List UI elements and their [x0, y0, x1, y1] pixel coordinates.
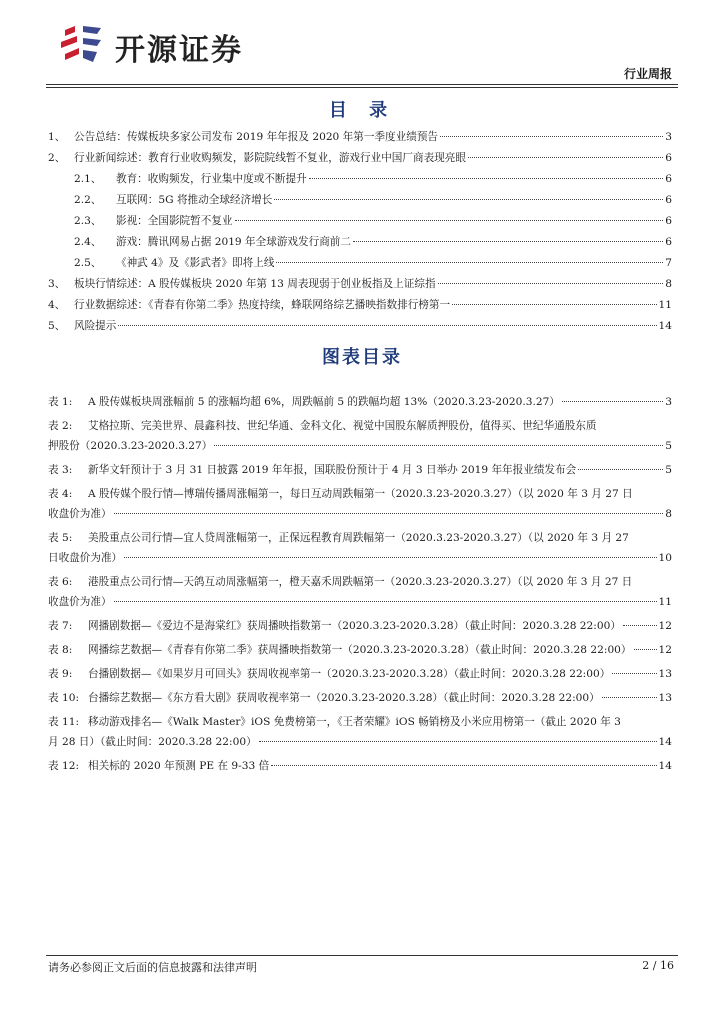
toc-entry-page: 6 — [665, 194, 672, 206]
figure-label: 表 9: — [48, 668, 73, 680]
leader-dots — [259, 741, 657, 742]
toc-entry[interactable] — [48, 232, 672, 253]
leader-dots — [114, 513, 664, 514]
figure-title-line2: 月 28 日）（截止时间：2020.3.28 22:00） — [48, 736, 257, 748]
toc-entry[interactable] — [48, 211, 672, 232]
leader-dots — [118, 325, 656, 326]
figure-page: 12 — [658, 644, 672, 656]
toc-entry-number: 2.2、 — [74, 194, 102, 206]
page-indicator: 2 / 16 — [642, 959, 674, 972]
company-logo — [57, 22, 272, 70]
toc-entry-title: 游戏：腾讯网易占据 2019 年全球游戏发行商前二 — [116, 236, 351, 248]
leader-dots — [235, 220, 664, 221]
header-divider — [46, 84, 678, 85]
leader-dots — [634, 649, 657, 650]
toc-entry[interactable] — [48, 169, 672, 190]
leader-dots — [274, 199, 663, 200]
toc-entry-title: 风险提示 — [74, 320, 117, 332]
figure-page: 14 — [658, 736, 672, 748]
toc-entry-page: 6 — [665, 152, 672, 164]
toc-entry[interactable] — [48, 295, 672, 316]
toc-entry-page: 7 — [665, 257, 672, 269]
toc-entry[interactable] — [48, 253, 672, 274]
figure-title-line2: 收盘价为准） — [48, 596, 112, 608]
toc-entry[interactable] — [48, 316, 672, 337]
figure-entry[interactable] — [48, 712, 672, 752]
figure-title-line1: 移动游戏排名—《Walk Master》iOS 免费榜第一，《王者荣耀》iOS 畅销榜及小米应用榜第一（截止 2020 年 3 — [88, 716, 621, 728]
toc-entry-title: 影视：全国影院暂不复业 — [116, 215, 233, 227]
figure-list-heading: 图表目录 — [322, 347, 402, 368]
leader-dots — [623, 625, 657, 626]
figure-title-line1: 艾格拉斯、完美世界、晨鑫科技、世纪华通、金科文化、视觉中国股东解质押股份，值得买、世纪华通股东质 — [88, 420, 597, 432]
leader-dots — [438, 283, 664, 284]
figure-entry[interactable] — [48, 572, 672, 612]
toc-entry-number: 2.5、 — [74, 257, 102, 269]
figure-page: 14 — [658, 760, 672, 772]
figure-page: 3 — [665, 396, 672, 408]
figure-entry[interactable] — [48, 664, 672, 684]
figure-title-line2: 押股份（2020.3.23-2020.3.27） — [48, 440, 213, 452]
leader-dots — [612, 673, 656, 674]
toc-entry-page: 3 — [665, 131, 672, 143]
toc-entry-title: 行业数据综述：《青春有你第二季》热度持续，蜂联网络综艺播映指数排行榜第一 — [74, 299, 451, 311]
toc-entry-page: 11 — [658, 299, 672, 311]
figure-label: 表 10: — [48, 692, 80, 704]
toc-entry-page: 6 — [665, 173, 672, 185]
figure-title: 网播剧数据—《爱边不是海棠红》获周播映指数第一（2020.3.23-2020.3.28）（截止时间：2020.3.28 22:00） — [88, 620, 621, 632]
figure-title: 相关标的 2020 年预测 PE 在 9-33 倍 — [88, 760, 270, 772]
figure-entry[interactable] — [48, 616, 672, 636]
figure-label: 表 2: — [48, 420, 73, 432]
toc-entry-number: 5、 — [48, 320, 66, 332]
figure-label: 表 3: — [48, 464, 73, 476]
leader-dots — [452, 304, 656, 305]
toc-entry[interactable] — [48, 190, 672, 211]
figure-page: 5 — [665, 440, 672, 452]
figure-label: 表 8: — [48, 644, 73, 656]
figure-entry[interactable] — [48, 416, 672, 456]
leader-dots — [214, 445, 663, 446]
leader-dots — [276, 262, 663, 263]
toc-entry-title: 行业新闻综述：教育行业收购频发，影院院线暂不复业，游戏行业中国厂商表现亮眼 — [74, 152, 466, 164]
toc-entry-page: 8 — [665, 278, 672, 290]
brand-name: 开源证券 — [115, 33, 243, 68]
logo-mark-icon — [57, 22, 105, 70]
figure-label: 表 12: — [48, 760, 80, 772]
figure-title: 台播剧数据—《如果岁月可回头》获周收视率第一（2020.3.23-2020.3.28）（截止时间：2020.3.28 22:00） — [88, 668, 611, 680]
figure-page: 13 — [658, 668, 672, 680]
toc-entry-title: 公告总结：传媒板块多家公司发布 2019 年年报及 2020 年第一季度业绩预告 — [74, 131, 439, 143]
toc-entry[interactable] — [48, 148, 672, 169]
figure-page: 8 — [665, 508, 672, 520]
figure-entry[interactable] — [48, 484, 672, 524]
toc-entry-title: 板块行情综述：A 股传媒板块 2020 年第 13 周表现弱于创业板指及上证综指 — [74, 278, 436, 290]
leader-dots — [578, 469, 663, 470]
leader-dots — [562, 401, 663, 402]
figure-page: 10 — [658, 552, 672, 564]
footer-divider — [46, 955, 678, 956]
toc-heading: 目 录 — [328, 100, 396, 121]
figure-title-line1: 港股重点公司行情—天鸽互动周涨幅第一，橙天嘉禾周跌幅第一（2020.3.23-2020.3.27）（以 2020 年 3 月 27 日 — [88, 576, 633, 588]
leader-dots — [124, 557, 656, 558]
toc-entry-number: 2.4、 — [74, 236, 102, 248]
figure-label: 表 7: — [48, 620, 73, 632]
figure-title-line2: 日收盘价为准） — [48, 552, 123, 564]
figure-entry[interactable] — [48, 640, 672, 660]
leader-dots — [602, 697, 657, 698]
toc-entry-title: 互联网：5G 将推动全球经济增长 — [116, 194, 273, 206]
toc-entry-number: 3、 — [48, 278, 66, 290]
figure-title: 台播综艺数据—《东方看大剧》获周收视率第一（2020.3.23-2020.3.28）（截止时间：2020.3.28 22:00） — [88, 692, 600, 704]
figure-page: 12 — [658, 620, 672, 632]
figure-title-line1: A 股传媒个股行情—博瑞传播周涨幅第一，每日互动周跌幅第一（2020.3.23-2020.3.27）（以 2020 年 3 月 27 日 — [88, 488, 633, 500]
figure-entry[interactable] — [48, 688, 672, 708]
figure-title: 网播综艺数据—《青春有你第二季》获周播映指数第一（2020.3.23-2020.3.28）（截止时间：2020.3.28 22:00） — [88, 644, 632, 656]
toc-entry-page: 6 — [665, 215, 672, 227]
figure-label: 表 1: — [48, 396, 73, 408]
figure-label: 表 11: — [48, 716, 80, 728]
header-divider-thin — [46, 87, 678, 88]
table-of-contents — [48, 127, 672, 337]
toc-entry-number: 1、 — [48, 131, 66, 143]
figure-label: 表 4: — [48, 488, 73, 500]
toc-entry-page: 14 — [658, 320, 672, 332]
toc-entry-title: 教育：收购频发，行业集中度或不断提升 — [116, 173, 307, 185]
leader-dots — [440, 136, 663, 137]
figure-page: 11 — [658, 596, 672, 608]
toc-entry-number: 2.3、 — [74, 215, 102, 227]
figure-entry[interactable] — [48, 528, 672, 568]
toc-entry-title: 《神武 4》及《影武者》即将上线 — [116, 257, 275, 269]
figure-title-line2: 收盘价为准） — [48, 508, 112, 520]
figure-label: 表 5: — [48, 532, 73, 544]
leader-dots — [468, 157, 663, 158]
figure-list — [48, 392, 672, 780]
leader-dots — [353, 241, 663, 242]
toc-entry[interactable] — [48, 274, 672, 295]
disclaimer-text: 请务必参阅正文后面的信息披露和法律声明 — [48, 961, 257, 974]
toc-entry-number: 4、 — [48, 299, 66, 311]
toc-entry[interactable] — [48, 127, 672, 148]
leader-dots — [271, 765, 656, 766]
toc-entry-page: 6 — [665, 236, 672, 248]
figure-entry[interactable] — [48, 756, 672, 776]
figure-title-line1: 美股重点公司行情—宜人贷周涨幅第一，正保远程教育周跌幅第一（2020.3.23-2020.3.27）（以 2020 年 3 月 27 — [88, 532, 629, 544]
figure-label: 表 6: — [48, 576, 73, 588]
report-type-label: 行业周报 — [623, 67, 672, 81]
figure-page: 5 — [665, 464, 672, 476]
toc-entry-number: 2、 — [48, 152, 66, 164]
leader-dots — [114, 601, 657, 602]
figure-entry[interactable] — [48, 392, 672, 412]
leader-dots — [309, 178, 664, 179]
figure-title: A 股传媒板块周涨幅前 5 的涨幅均超 6%，周跌幅前 5 的跌幅均超 13%（2020.3.23-2020.3.27） — [88, 396, 560, 408]
figure-title: 新华文轩预计于 3 月 31 日披露 2019 年年报，国联股份预计于 4 月 3 日举办 2019 年年报业绩发布会 — [88, 464, 577, 476]
figure-entry[interactable] — [48, 460, 672, 480]
figure-page: 13 — [658, 692, 672, 704]
toc-entry-number: 2.1、 — [74, 173, 102, 185]
